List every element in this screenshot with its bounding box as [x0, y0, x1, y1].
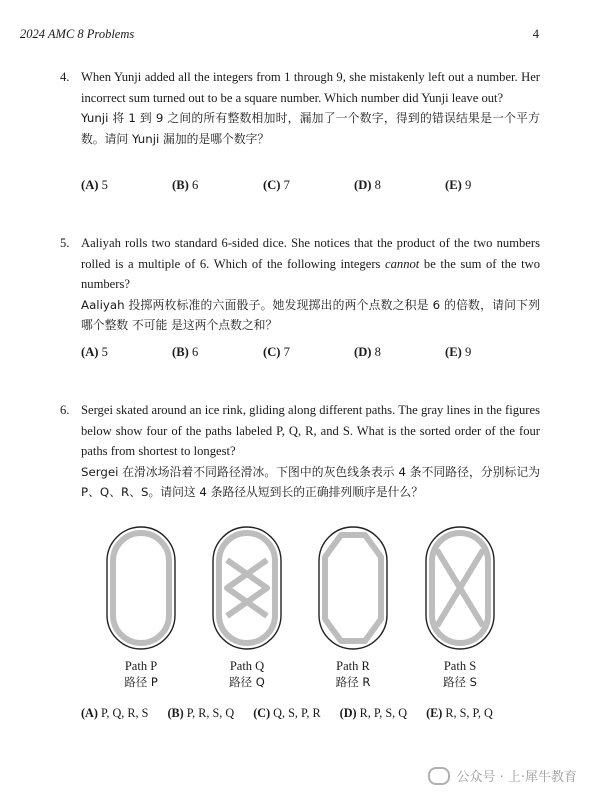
problem-number: 5. [60, 236, 70, 250]
choice-c[interactable]: (C) 7 [263, 178, 290, 192]
path-label-p: Path P 路径 P [124, 659, 158, 689]
rink-p [107, 527, 175, 649]
choice-b[interactable]: (B) 6 [172, 345, 199, 359]
problem-5 [60, 233, 540, 336]
wechat-icon [428, 767, 450, 785]
problem-text-zh: Sergei 在滑冰场沿着不同路径滑冰。下图中的灰色线条表示 4 条不同路径，分别标记为 P、Q、R、S。请问这 4 条路径从短到长的正确排列顺序是什么？ [81, 464, 540, 499]
choice-b[interactable]: (B) P, R, S, Q [167, 706, 235, 720]
choice-d[interactable]: (D) 8 [354, 178, 381, 192]
answer-choices [81, 178, 536, 193]
choice-c[interactable]: (C) 7 [263, 345, 290, 359]
rink-q [213, 527, 281, 649]
watermark: 公众号 · 上·犀牛教育 [428, 766, 577, 785]
path-label-q: Path Q 路径 Q [229, 659, 265, 689]
choice-e[interactable]: (E) 9 [445, 345, 472, 359]
path-q-cross-right [227, 560, 267, 616]
path-q-cross-left [227, 560, 267, 616]
problem-text-zh: Aaliyah 投掷两枚标准的六面骰子。她发现掷出的两个点数之积是 6 的倍数，请问下列哪个整数 不可能 是这两个点数之和？ [81, 297, 540, 332]
path-label-s: Path S 路径 S [443, 659, 477, 689]
problem-text-en: When Yunji added all the integers from 1 through 9, she mistakenly left out a number. Her incorrect sum turned out to be a square number. Which number did Yunji leave out? [81, 70, 540, 105]
answer-choices [81, 706, 509, 721]
choice-c[interactable]: (C) Q, S, P, R [253, 706, 321, 720]
rink-s [426, 527, 494, 649]
path-p-line [113, 533, 169, 643]
problem-number: 4. [60, 70, 70, 84]
choice-e[interactable]: (E) 9 [445, 178, 472, 192]
choice-e[interactable]: (E) R, S, P, Q [426, 706, 493, 720]
problem-text-en: Aaliyah rolls two standard 6-sided dice. She notices that the product of the two numbers rolled is a multiple of 6. Which of the following integers cannot be the sum of the two numbers? [81, 236, 540, 291]
problem-6 [60, 400, 540, 503]
choice-b[interactable]: (B) 6 [172, 178, 199, 192]
problem-text-zh: Yunji 将 1 到 9 之间的所有整数相加时，漏加了一个数字，得到的错误结果是一个平方数。请问 Yunji 漏加的是哪个数字？ [81, 111, 540, 146]
page-number: 4 [532, 27, 539, 41]
answer-choices [81, 345, 536, 360]
rink-diagram [0, 525, 597, 695]
choice-d[interactable]: (D) 8 [354, 345, 381, 359]
choice-d[interactable]: (D) R, P, S, Q [339, 706, 408, 720]
rink-outline [319, 527, 387, 649]
rink-figures [0, 525, 597, 695]
path-r-line [325, 535, 381, 641]
choice-a[interactable]: (A) 5 [81, 345, 108, 359]
problem-number: 6. [60, 403, 70, 417]
emphasis-cannot: cannot [385, 256, 420, 271]
header-title: 2024 AMC 8 Problems [20, 27, 135, 41]
choice-a[interactable]: (A) P, Q, R, S [81, 706, 149, 720]
rink-r [319, 527, 387, 649]
path-label-r: Path R 路径 R [335, 659, 371, 689]
problem-text-en: Sergei skated around an ice rink, gliding along different paths. The gray lines in the figures below show four of the paths labeled P, Q, R, and S. What is the sorted order of the four paths from shortest to longest? [81, 403, 540, 458]
problem-4 [60, 67, 540, 149]
choice-a[interactable]: (A) 5 [81, 178, 108, 192]
